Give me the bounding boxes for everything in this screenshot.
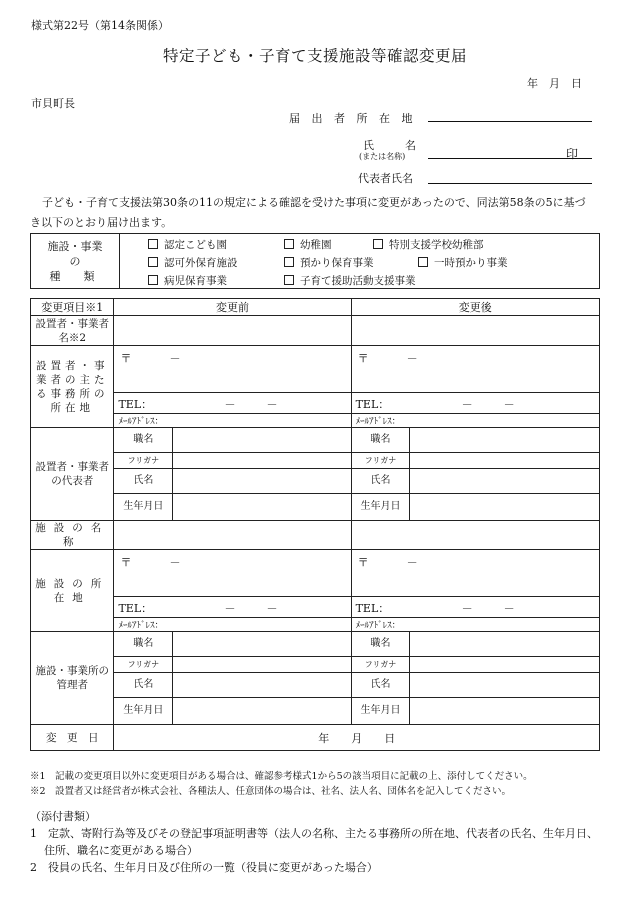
rep-furigana-after[interactable]	[410, 453, 600, 469]
row-label-facility-manager: 施設・事業所の管理者	[31, 632, 114, 725]
tel-label: TEL：	[355, 602, 390, 615]
row-label-facility-address: 施設の所在地	[31, 550, 114, 632]
dash: －	[503, 398, 515, 411]
facility-name-before[interactable]	[114, 521, 351, 550]
furigana-label: フリガナ	[114, 453, 173, 469]
operator-tel-before[interactable]	[114, 393, 351, 414]
tel-label: TEL：	[355, 398, 390, 411]
birth-label: 生年月日	[351, 494, 410, 521]
dash: －	[461, 398, 473, 411]
option-label: 子育て援助活動支援事業	[300, 275, 416, 287]
zip-mark: 〒	[357, 352, 369, 365]
body-text: 子ども・子育て支援法第30条の11の規定による確認を受けた事項に変更があったので、同法第58条の5に基づき以下のとおり届け出ます。	[30, 196, 586, 229]
checkbox-icon[interactable]	[148, 257, 158, 267]
dash: －	[169, 352, 181, 365]
operator-name-before[interactable]	[114, 316, 351, 346]
manager-post-after[interactable]	[410, 632, 600, 657]
post-label: 職名	[114, 632, 173, 657]
operator-mail-after[interactable]: ﾒｰﾙｱﾄﾞﾚｽ：	[351, 414, 599, 428]
submission-date[interactable]: 年 月 日	[527, 77, 582, 90]
attachments-heading: （添付書類）	[30, 810, 96, 823]
manager-name-before[interactable]	[173, 673, 351, 698]
facility-type-label	[31, 234, 120, 289]
representative-field[interactable]	[428, 183, 592, 184]
note-1: ※1 記載の変更項目以外に変更項目がある場合は、確認参考様式1から5の該当項目に記載の上、添付してください。	[30, 771, 533, 782]
dash: －	[406, 556, 418, 569]
birth-label: 生年月日	[114, 698, 173, 725]
rep-name-before[interactable]	[173, 469, 351, 494]
dash: －	[224, 602, 236, 615]
birth-label: 生年月日	[114, 494, 173, 521]
dash: －	[266, 602, 278, 615]
representative-label: 代表者氏名	[358, 172, 413, 185]
change-table	[30, 298, 600, 751]
addressee: 市貝町長	[31, 97, 75, 110]
row-label-operator-name: 設置者・事業者名※2	[31, 316, 114, 346]
option-extended-care[interactable]	[284, 255, 374, 270]
checkbox-icon[interactable]	[284, 275, 294, 285]
option-kindergarten[interactable]	[284, 237, 332, 252]
attachment-item-1: 1 定款、寄附行為等及びその登記事項証明書等（法人の名称、主たる事務所の所在地、代表者の氏名、生年月日、住所、職名に変更がある場合）	[30, 827, 598, 857]
option-label: 一時預かり事業	[434, 257, 508, 269]
option-label: 病児保育事業	[164, 275, 227, 287]
furigana-label: フリガナ	[351, 453, 410, 469]
dash: －	[461, 602, 473, 615]
checkbox-icon[interactable]	[148, 239, 158, 249]
dash: －	[266, 398, 278, 411]
applicant-name-sub-label: (または名称)	[359, 152, 406, 161]
applicant-address-label: 届 出 者 所 在 地	[289, 112, 417, 125]
facility-type-label-line: 施設・事業	[47, 239, 103, 253]
facility-type-label-line: の	[69, 254, 81, 268]
applicant-address-field[interactable]	[428, 121, 592, 122]
zip-mark: 〒	[120, 352, 132, 365]
change-date-field[interactable]: 年 月 日	[114, 725, 600, 751]
facility-mail-after[interactable]: ﾒｰﾙｱﾄﾞﾚｽ：	[351, 618, 599, 632]
manager-name-after[interactable]	[410, 673, 600, 698]
post-label: 職名	[351, 632, 410, 657]
column-header-before: 変更前	[114, 299, 351, 316]
facility-type-label-line: 種 類	[49, 269, 101, 283]
zip-mark: 〒	[357, 556, 369, 569]
option-special-school[interactable]	[373, 237, 484, 252]
column-header-item: 変更項目※1	[31, 299, 114, 316]
manager-furigana-before[interactable]	[173, 657, 351, 673]
name-label: 氏名	[114, 469, 173, 494]
applicant-name-label: 氏 名	[363, 139, 419, 152]
manager-birth-before[interactable]	[173, 698, 351, 725]
rep-birth-before[interactable]	[173, 494, 351, 521]
page-title: 特定子ども・子育て支援施設等確認変更届	[162, 47, 467, 65]
facility-name-after[interactable]	[351, 521, 599, 550]
rep-furigana-before[interactable]	[173, 453, 351, 469]
birth-label: 生年月日	[351, 698, 410, 725]
option-unlicensed-nursery[interactable]	[148, 255, 238, 270]
option-label: 認定こども園	[164, 239, 227, 251]
dash: －	[503, 602, 515, 615]
facility-mail-before[interactable]: ﾒｰﾙｱﾄﾞﾚｽ：	[114, 618, 351, 632]
row-label-change-date: 変 更 日	[31, 725, 114, 751]
facility-tel-after[interactable]	[351, 597, 599, 618]
attachments	[30, 808, 600, 876]
attachment-item-2: 2 役員の氏名、生年月日及び住所の一覧（役員に変更があった場合）	[30, 861, 378, 874]
row-label-operator-rep: 設置者・事業者の代表者	[31, 428, 114, 521]
zip-mark: 〒	[120, 556, 132, 569]
manager-furigana-after[interactable]	[410, 657, 600, 673]
tel-label: TEL：	[118, 602, 153, 615]
operator-zip-after[interactable]	[351, 346, 599, 393]
checkbox-icon[interactable]	[148, 275, 158, 285]
name-label: 氏名	[114, 673, 173, 698]
operator-tel-after[interactable]	[351, 393, 599, 414]
row-label-operator-address: 設置者・事業者の主たる事務所の所在地	[31, 346, 114, 428]
checkbox-icon[interactable]	[284, 257, 294, 267]
operator-zip-before[interactable]	[114, 346, 351, 393]
post-label: 職名	[114, 428, 173, 453]
facility-tel-before[interactable]	[114, 597, 351, 618]
option-sick-child-care[interactable]	[148, 273, 227, 288]
name-label: 氏名	[351, 469, 410, 494]
operator-mail-before[interactable]: ﾒｰﾙｱﾄﾞﾚｽ：	[114, 414, 351, 428]
option-label: 幼稚園	[300, 239, 332, 251]
option-family-support[interactable]	[284, 273, 416, 288]
option-label: 認可外保育施設	[164, 257, 238, 269]
option-nintei-kodomoen[interactable]	[148, 237, 227, 252]
checkbox-icon[interactable]	[373, 239, 383, 249]
rep-name-after[interactable]	[410, 469, 600, 494]
manager-post-before[interactable]	[173, 632, 351, 657]
form-number: 様式第22号（第14条関係）	[31, 19, 169, 32]
dash: －	[406, 352, 418, 365]
checkbox-icon[interactable]	[418, 257, 428, 267]
notes	[30, 769, 610, 799]
note-2: ※2 設置者又は経営者が株式会社、各種法人、任意団体の場合は、社名、法人名、団体名を記入してください。	[30, 786, 512, 797]
facility-zip-before[interactable]	[114, 550, 351, 597]
manager-birth-after[interactable]	[410, 698, 600, 725]
rep-post-before[interactable]	[173, 428, 351, 453]
post-label: 職名	[351, 428, 410, 453]
facility-type-table	[30, 233, 600, 289]
dash: －	[224, 398, 236, 411]
furigana-label: フリガナ	[351, 657, 410, 673]
tel-label: TEL：	[118, 398, 153, 411]
option-temporary-care[interactable]	[418, 255, 508, 270]
seal-mark: 印	[566, 147, 579, 161]
option-label: 特別支援学校幼稚部	[389, 239, 484, 251]
rep-birth-after[interactable]	[410, 494, 600, 521]
operator-name-after[interactable]	[351, 316, 599, 346]
checkbox-icon[interactable]	[284, 239, 294, 249]
name-label: 氏名	[351, 673, 410, 698]
column-header-after: 変更後	[351, 299, 599, 316]
rep-post-after[interactable]	[410, 428, 600, 453]
option-label: 預かり保育事業	[300, 257, 374, 269]
dash: －	[169, 556, 181, 569]
facility-zip-after[interactable]	[351, 550, 599, 597]
row-label-facility-name: 施設の名称	[31, 521, 114, 550]
furigana-label: フリガナ	[114, 657, 173, 673]
